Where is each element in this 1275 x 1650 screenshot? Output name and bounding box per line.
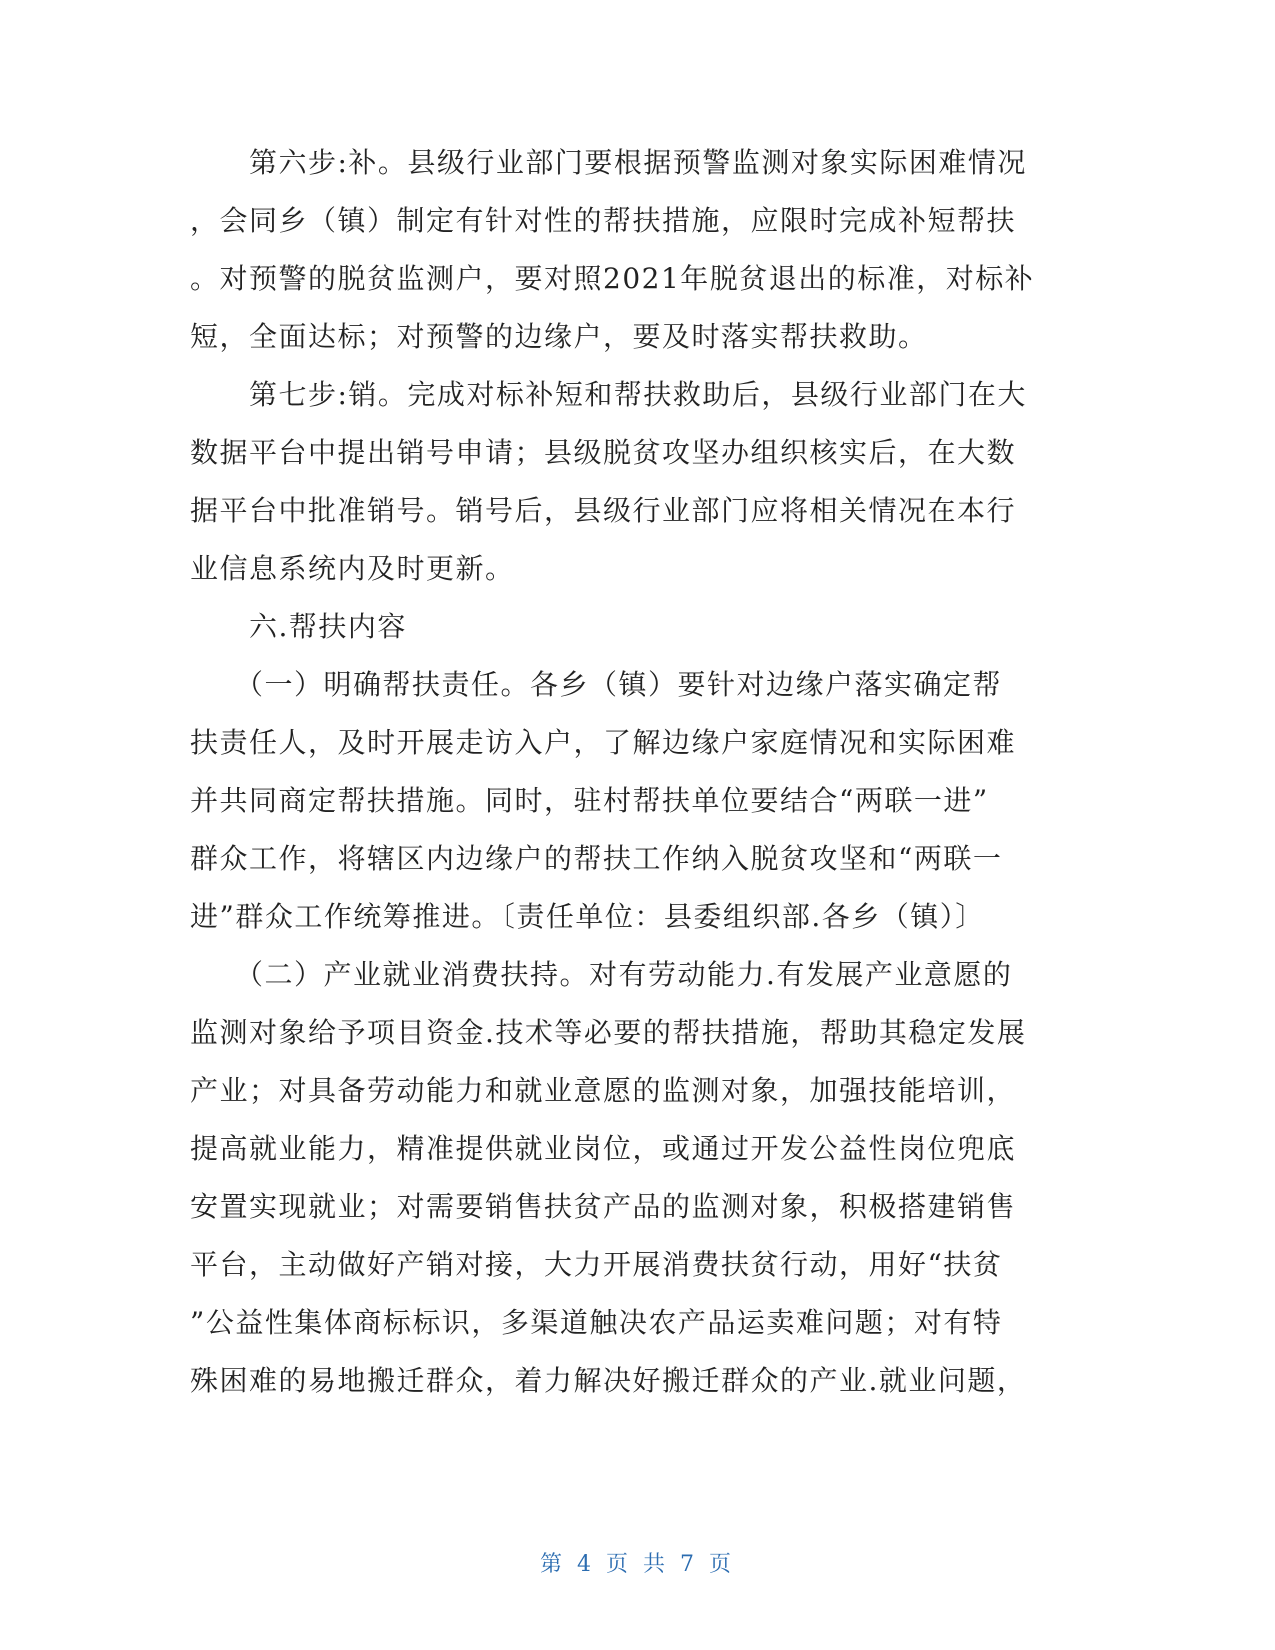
- text-line: 第七步:销。完成对标补短和帮扶救助后，县级行业部门在大: [190, 378, 1027, 411]
- text-line: 安置实现就业；对需要销售扶贫产品的监测对象，积极搭建销售: [190, 1190, 1017, 1223]
- text-line: 监测对象给予项目资金.技术等必要的帮扶措施，帮助其稳定发展: [190, 1016, 1027, 1049]
- text-line: 群众工作，将辖区内边缘户的帮扶工作纳入脱贫攻坚和“两联一: [190, 842, 1003, 875]
- text-line: 产业；对具备劳动能力和就业意愿的监测对象，加强技能培训，: [190, 1074, 1017, 1107]
- text-line: 平台，主动做好产销对接，大力开展消费扶贫行动，用好“扶贫: [190, 1248, 1003, 1281]
- text-line: ”公益性集体商标标识，多渠道触决农产品运卖难问题；对有特: [190, 1306, 1003, 1339]
- text-line: 并共同商定帮扶措施。同时，驻村帮扶单位要结合“两联一进”: [190, 784, 989, 817]
- text-line: 。对预警的脱贫监测户，要对照2021年脱贫退出的标准，对标补: [190, 262, 1035, 295]
- text-line: ，会同乡（镇）制定有针对性的帮扶措施，应限时完成补短帮扶: [190, 204, 1017, 237]
- text-line: 扶责任人，及时开展走访入户，了解边缘户家庭情况和实际困难: [190, 726, 1017, 759]
- text-line: 提高就业能力，精准提供就业岗位，或通过开发公益性岗位兜底: [190, 1132, 1017, 1165]
- text-line: 据平台中批准销号。销号后，县级行业部门应将相关情况在本行: [190, 494, 1017, 527]
- text-line: （一）明确帮扶责任。各乡（镇）要针对边缘户落实确定帮: [190, 668, 1003, 701]
- text-line: 第六步:补。县级行业部门要根据预警监测对象实际困难情况: [190, 146, 1027, 179]
- text-line: （二）产业就业消费扶持。对有劳动能力.有发展产业意愿的: [190, 958, 1013, 991]
- text-line: 业信息系统内及时更新。: [190, 552, 515, 585]
- text-line: 短，全面达标；对预警的边缘户，要及时落实帮扶救助。: [190, 320, 928, 353]
- section-heading: 六.帮扶内容: [190, 610, 407, 643]
- text-line: 数据平台中提出销号申请；县级脱贫攻坚办组织核实后，在大数: [190, 436, 1017, 469]
- text-line: 进”群众工作统筹推进。〔责任单位：县委组织部.各乡（镇）〕: [190, 900, 985, 933]
- page-number-footer: 第 4 页 共 7 页: [540, 1552, 735, 1577]
- text-line: 殊困难的易地搬迁群众，着力解决好搬迁群众的产业.就业问题，: [190, 1364, 1027, 1397]
